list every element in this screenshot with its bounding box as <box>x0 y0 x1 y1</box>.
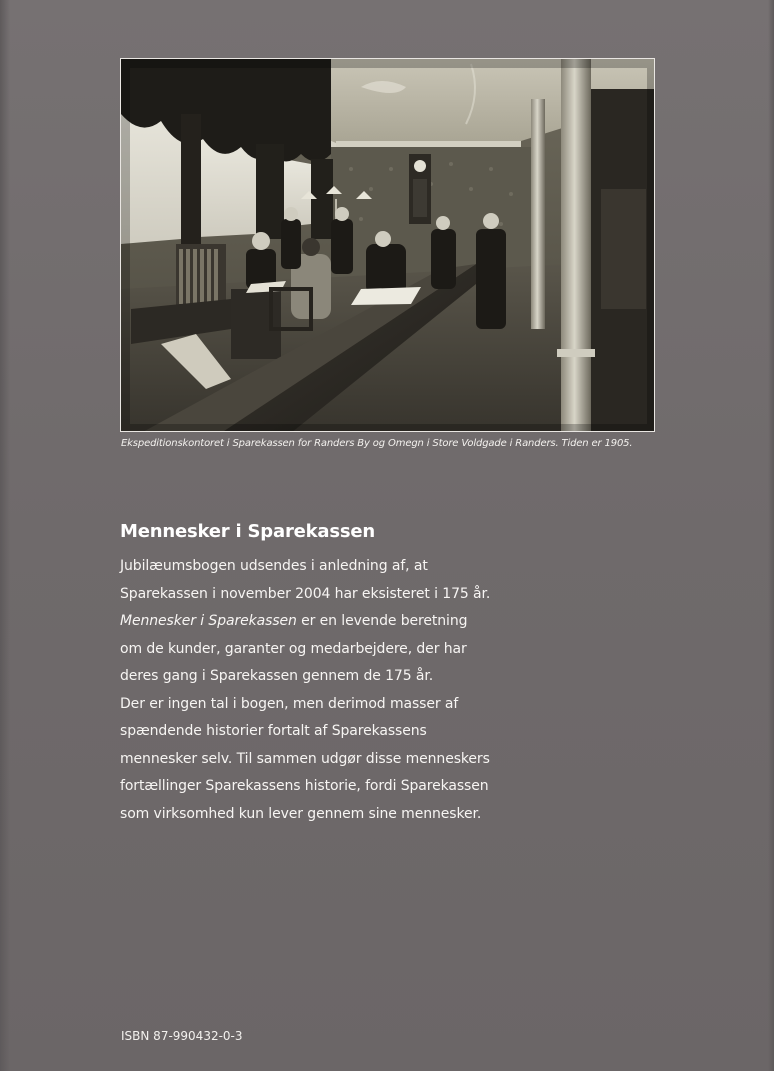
blurb-line: Sparekassen i november 2004 har eksisteret i 175 år. <box>120 585 491 602</box>
photo-caption: Ekspeditionskontoret i Sparekassen for Randers By og Omegn i Store Voldgade i Randers. Tiden er 1905. <box>121 438 633 449</box>
blurb-line: deres gang i Sparekassen gennem de 175 år. <box>120 668 434 684</box>
blurb-line: spændende historier fortalt af Sparekassens <box>120 723 427 739</box>
blurb-line: mennesker selv. Til sammen udgør disse menneskers <box>120 750 490 767</box>
section-heading: Mennesker i Sparekassen <box>120 521 375 542</box>
isbn-number: ISBN 87-990432-0-3 <box>121 1029 243 1043</box>
cover-edge-left <box>0 0 10 1071</box>
blurb-line-rest: er en levende beretning <box>296 613 468 629</box>
blurb-line: Der er ingen tal i bogen, men derimod masser af <box>120 695 459 712</box>
blurb-line: Jubilæumsbogen udsendes i anledning af, at <box>120 558 428 574</box>
blurb-line-with-title <box>120 608 540 636</box>
blurb-line: fortællinger Sparekassens historie, fordi Sparekassen <box>120 778 489 794</box>
blurb-text <box>120 553 540 828</box>
historic-bank-office-photo <box>120 58 655 432</box>
blurb-line: om de kunder, garanter og medarbejdere, der har <box>120 640 467 657</box>
cover-edge-right <box>768 0 774 1071</box>
blurb-line: som virksomhed kun lever gennem sine mennesker. <box>120 805 482 822</box>
book-title-inline: Mennesker i Sparekassen <box>120 613 297 629</box>
